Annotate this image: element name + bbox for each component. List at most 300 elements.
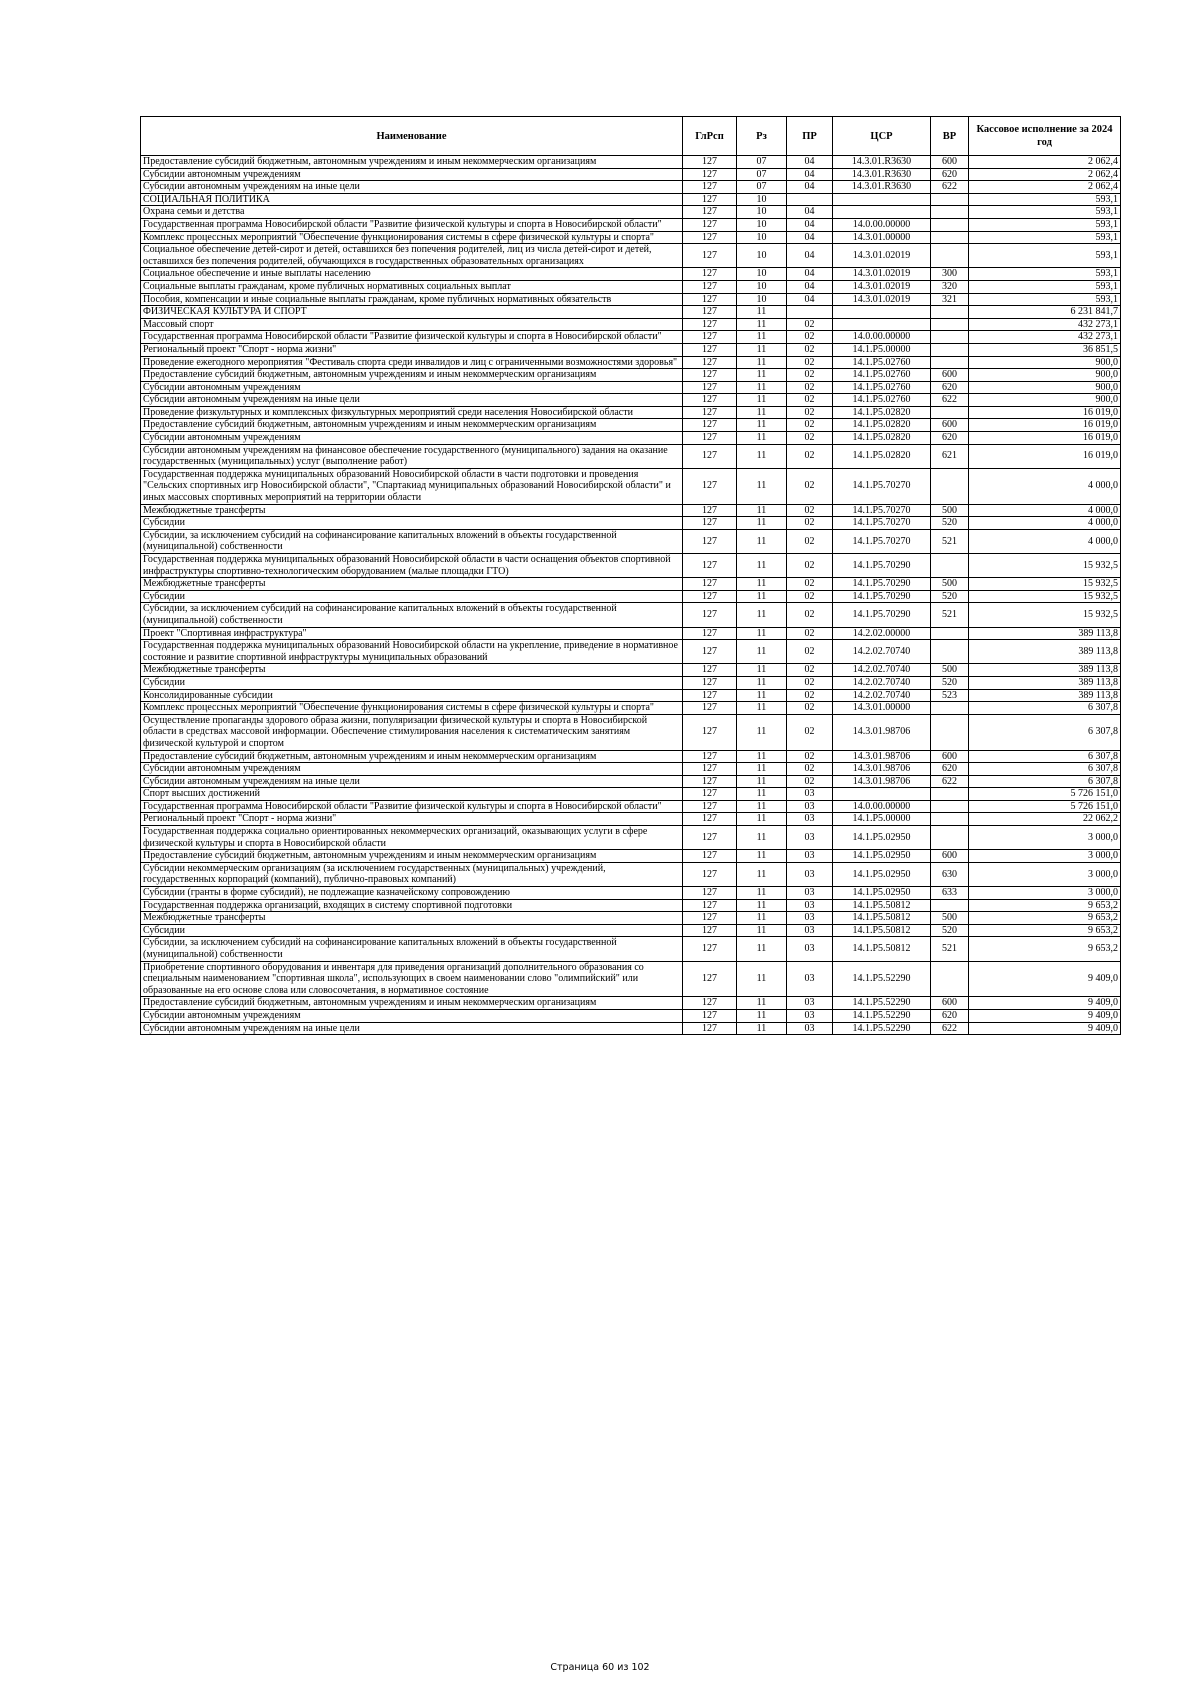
cell-name: Межбюджетные трансферты xyxy=(141,504,683,517)
cell-rz: 11 xyxy=(737,664,787,677)
cell-vr xyxy=(931,826,969,850)
cell-csr: 14.3.01.00000 xyxy=(833,702,931,715)
cell-amount: 900,0 xyxy=(969,394,1121,407)
col-header-name: Наименование xyxy=(141,117,683,156)
cell-name: Субсидии xyxy=(141,590,683,603)
cell-amount: 900,0 xyxy=(969,369,1121,382)
cell-glrsp: 127 xyxy=(683,826,737,850)
cell-glrsp: 127 xyxy=(683,394,737,407)
cell-csr: 14.1.P5.70270 xyxy=(833,504,931,517)
cell-vr xyxy=(931,318,969,331)
cell-vr: 630 xyxy=(931,862,969,886)
table-row xyxy=(141,331,1121,344)
cell-amount: 9 653,2 xyxy=(969,912,1121,925)
cell-name: Комплекс процессных мероприятий "Обеспечение функционирования системы в сфере физической культуры и спорта" xyxy=(141,231,683,244)
cell-pr: 02 xyxy=(787,529,833,553)
cell-amount: 2 062,4 xyxy=(969,168,1121,181)
table-row xyxy=(141,850,1121,863)
cell-pr: 02 xyxy=(787,318,833,331)
cell-amount: 4 000,0 xyxy=(969,517,1121,530)
col-header-csr: ЦСР xyxy=(833,117,931,156)
cell-rz: 11 xyxy=(737,826,787,850)
cell-rz: 11 xyxy=(737,862,787,886)
cell-amount: 4 000,0 xyxy=(969,529,1121,553)
cell-amount: 9 409,0 xyxy=(969,1022,1121,1035)
cell-pr: 04 xyxy=(787,268,833,281)
cell-glrsp: 127 xyxy=(683,578,737,591)
cell-pr: 02 xyxy=(787,468,833,504)
cell-rz: 11 xyxy=(737,343,787,356)
cell-amount: 36 851,5 xyxy=(969,343,1121,356)
cell-glrsp: 127 xyxy=(683,603,737,627)
cell-name: Субсидии, за исключением субсидий на софинансирование капитальных вложений в объекты государственной (муниципальной) собственности xyxy=(141,937,683,961)
cell-vr xyxy=(931,306,969,319)
table-row xyxy=(141,763,1121,776)
cell-name: Проект "Спортивная инфраструктура" xyxy=(141,627,683,640)
cell-glrsp: 127 xyxy=(683,924,737,937)
table-row xyxy=(141,193,1121,206)
cell-csr: 14.1.P5.70290 xyxy=(833,590,931,603)
cell-rz: 11 xyxy=(737,924,787,937)
cell-vr: 523 xyxy=(931,689,969,702)
table-row xyxy=(141,887,1121,900)
cell-name: Предоставление субсидий бюджетным, автономным учреждениям и иным некоммерческим организациям xyxy=(141,419,683,432)
cell-glrsp: 127 xyxy=(683,468,737,504)
cell-csr: 14.3.01.98706 xyxy=(833,714,931,750)
cell-vr xyxy=(931,702,969,715)
cell-amount: 4 000,0 xyxy=(969,468,1121,504)
table-row xyxy=(141,813,1121,826)
cell-pr: 04 xyxy=(787,181,833,194)
cell-name: Проведение ежегодного мероприятия "Фестиваль спорта среди инвалидов и лиц с ограниченными возможностями здоровья" xyxy=(141,356,683,369)
cell-amount: 6 307,8 xyxy=(969,763,1121,776)
cell-vr xyxy=(931,788,969,801)
cell-rz: 11 xyxy=(737,640,787,664)
cell-rz: 11 xyxy=(737,899,787,912)
cell-name: Субсидии автономным учреждениям xyxy=(141,432,683,445)
cell-amount: 900,0 xyxy=(969,381,1121,394)
cell-name: Субсидии автономным учреждениям xyxy=(141,763,683,776)
cell-name: Спорт высших достижений xyxy=(141,788,683,801)
cell-glrsp: 127 xyxy=(683,406,737,419)
cell-pr: 02 xyxy=(787,763,833,776)
cell-name: Предоставление субсидий бюджетным, автономным учреждениям и иным некоммерческим организациям xyxy=(141,997,683,1010)
cell-pr: 03 xyxy=(787,850,833,863)
cell-csr: 14.1.P5.50812 xyxy=(833,937,931,961)
header-row xyxy=(141,117,1121,156)
cell-glrsp: 127 xyxy=(683,231,737,244)
cell-vr: 500 xyxy=(931,912,969,925)
cell-csr: 14.3.01.98706 xyxy=(833,775,931,788)
cell-glrsp: 127 xyxy=(683,504,737,517)
cell-rz: 07 xyxy=(737,168,787,181)
cell-vr: 521 xyxy=(931,937,969,961)
cell-pr: 04 xyxy=(787,168,833,181)
cell-rz: 11 xyxy=(737,369,787,382)
table-row xyxy=(141,156,1121,169)
cell-name: Субсидии некоммерческим организациям (за исключением государственных (муниципальных) учреждений, государственных корпораций (компаний), публично-правовых компаний) xyxy=(141,862,683,886)
cell-name: Государственная поддержка муниципальных образований Новосибирской области в части подготовки и проведения "Сельских спортивных игр Новосибирской области", "Спартакиад муниципальных образований Новосибирской области" и иных массовых спортивных мероприятий на территории области xyxy=(141,468,683,504)
cell-pr: 02 xyxy=(787,702,833,715)
cell-vr: 500 xyxy=(931,664,969,677)
cell-amount: 9 409,0 xyxy=(969,961,1121,997)
cell-csr: 14.2.02.70740 xyxy=(833,689,931,702)
cell-pr: 02 xyxy=(787,603,833,627)
cell-rz: 11 xyxy=(737,997,787,1010)
cell-vr: 520 xyxy=(931,517,969,530)
cell-vr: 622 xyxy=(931,775,969,788)
cell-csr: 14.1.P5.02950 xyxy=(833,887,931,900)
cell-amount: 9 409,0 xyxy=(969,997,1121,1010)
cell-name: Субсидии, за исключением субсидий на софинансирование капитальных вложений в объекты государственной (муниципальной) собственности xyxy=(141,529,683,553)
cell-name: Государственная поддержка муниципальных образований Новосибирской области в части оснащения объектов спортивной инфраструктуры спортивно-технологическим оборудованием (малые площадки ГТО) xyxy=(141,554,683,578)
table-row xyxy=(141,231,1121,244)
cell-name: Предоставление субсидий бюджетным, автономным учреждениям и иным некоммерческим организациям xyxy=(141,156,683,169)
table-row xyxy=(141,676,1121,689)
cell-rz: 11 xyxy=(737,406,787,419)
cell-vr xyxy=(931,343,969,356)
cell-glrsp: 127 xyxy=(683,750,737,763)
cell-pr: 02 xyxy=(787,750,833,763)
cell-vr: 633 xyxy=(931,887,969,900)
cell-pr: 04 xyxy=(787,206,833,219)
cell-glrsp: 127 xyxy=(683,554,737,578)
cell-rz: 10 xyxy=(737,293,787,306)
cell-pr: 02 xyxy=(787,419,833,432)
cell-pr: 02 xyxy=(787,775,833,788)
cell-csr: 14.1.P5.02760 xyxy=(833,356,931,369)
table-row xyxy=(141,800,1121,813)
cell-csr: 14.3.01.R3630 xyxy=(833,181,931,194)
cell-vr xyxy=(931,961,969,997)
cell-pr: 02 xyxy=(787,578,833,591)
cell-pr: 03 xyxy=(787,997,833,1010)
cell-rz: 11 xyxy=(737,702,787,715)
cell-amount: 5 726 151,0 xyxy=(969,788,1121,801)
cell-amount: 593,1 xyxy=(969,244,1121,268)
cell-amount: 6 307,8 xyxy=(969,702,1121,715)
cell-csr: 14.1.P5.02950 xyxy=(833,850,931,863)
table-row xyxy=(141,293,1121,306)
cell-glrsp: 127 xyxy=(683,381,737,394)
cell-amount: 15 932,5 xyxy=(969,603,1121,627)
cell-vr: 600 xyxy=(931,750,969,763)
table-row xyxy=(141,664,1121,677)
table-row xyxy=(141,343,1121,356)
cell-vr: 521 xyxy=(931,603,969,627)
table-row xyxy=(141,318,1121,331)
cell-amount: 9 653,2 xyxy=(969,899,1121,912)
cell-amount: 389 113,8 xyxy=(969,627,1121,640)
cell-csr: 14.2.02.70740 xyxy=(833,676,931,689)
cell-amount: 9 653,2 xyxy=(969,924,1121,937)
cell-glrsp: 127 xyxy=(683,306,737,319)
cell-csr: 14.0.00.00000 xyxy=(833,331,931,344)
cell-csr: 14.1.P5.52290 xyxy=(833,1022,931,1035)
cell-name: Проведение физкультурных и комплексных физкультурных мероприятий среди населения Новосибирской области xyxy=(141,406,683,419)
cell-name: Государственная поддержка муниципальных образований Новосибирской области на укрепление, приведение в нормативное состояние и развитие спортивной инфраструктуры муниципальных образований xyxy=(141,640,683,664)
cell-rz: 11 xyxy=(737,578,787,591)
cell-glrsp: 127 xyxy=(683,702,737,715)
table-row xyxy=(141,406,1121,419)
cell-pr: 03 xyxy=(787,862,833,886)
cell-amount: 16 019,0 xyxy=(969,444,1121,468)
cell-vr: 521 xyxy=(931,529,969,553)
cell-rz: 11 xyxy=(737,444,787,468)
cell-pr: 02 xyxy=(787,444,833,468)
table-row xyxy=(141,468,1121,504)
table-row xyxy=(141,554,1121,578)
cell-amount: 593,1 xyxy=(969,193,1121,206)
cell-glrsp: 127 xyxy=(683,775,737,788)
cell-pr: 02 xyxy=(787,331,833,344)
cell-vr: 620 xyxy=(931,168,969,181)
page-number: Страница 60 из 102 xyxy=(550,1662,650,1673)
cell-vr xyxy=(931,406,969,419)
cell-name: Субсидии автономным учреждениям xyxy=(141,381,683,394)
cell-name: Субсидии, за исключением субсидий на софинансирование капитальных вложений в объекты государственной (муниципальной) собственности xyxy=(141,603,683,627)
cell-glrsp: 127 xyxy=(683,529,737,553)
cell-vr xyxy=(931,331,969,344)
cell-rz: 07 xyxy=(737,156,787,169)
cell-glrsp: 127 xyxy=(683,356,737,369)
cell-name: Комплекс процессных мероприятий "Обеспечение функционирования системы в сфере физической культуры и спорта" xyxy=(141,702,683,715)
cell-csr: 14.1.P5.02820 xyxy=(833,419,931,432)
cell-glrsp: 127 xyxy=(683,244,737,268)
cell-rz: 11 xyxy=(737,813,787,826)
cell-vr: 600 xyxy=(931,997,969,1010)
cell-pr: 04 xyxy=(787,156,833,169)
cell-rz: 11 xyxy=(737,381,787,394)
cell-name: Субсидии автономным учреждениям xyxy=(141,1009,683,1022)
cell-amount: 389 113,8 xyxy=(969,676,1121,689)
table-row xyxy=(141,714,1121,750)
table-row xyxy=(141,775,1121,788)
budget-table xyxy=(140,116,1121,1035)
cell-pr: 04 xyxy=(787,231,833,244)
table-row xyxy=(141,912,1121,925)
col-header-rz: Рз xyxy=(737,117,787,156)
cell-rz: 07 xyxy=(737,181,787,194)
cell-amount: 6 307,8 xyxy=(969,775,1121,788)
cell-csr: 14.1.P5.00000 xyxy=(833,813,931,826)
cell-rz: 11 xyxy=(737,603,787,627)
cell-name: Межбюджетные трансферты xyxy=(141,912,683,925)
cell-name: Предоставление субсидий бюджетным, автономным учреждениям и иным некоммерческим организациям xyxy=(141,750,683,763)
cell-glrsp: 127 xyxy=(683,714,737,750)
cell-name: Региональный проект "Спорт - норма жизни" xyxy=(141,343,683,356)
cell-vr: 500 xyxy=(931,504,969,517)
cell-glrsp: 127 xyxy=(683,218,737,231)
cell-rz: 11 xyxy=(737,775,787,788)
cell-glrsp: 127 xyxy=(683,763,737,776)
cell-glrsp: 127 xyxy=(683,444,737,468)
cell-vr: 320 xyxy=(931,280,969,293)
cell-csr: 14.3.01.02019 xyxy=(833,293,931,306)
cell-rz: 11 xyxy=(737,887,787,900)
cell-rz: 11 xyxy=(737,356,787,369)
cell-csr: 14.2.02.70740 xyxy=(833,640,931,664)
cell-amount: 9 409,0 xyxy=(969,1009,1121,1022)
cell-csr: 14.1.P5.02760 xyxy=(833,394,931,407)
cell-csr: 14.1.P5.02760 xyxy=(833,381,931,394)
table-row xyxy=(141,268,1121,281)
cell-amount: 22 062,2 xyxy=(969,813,1121,826)
cell-glrsp: 127 xyxy=(683,813,737,826)
cell-name: СОЦИАЛЬНАЯ ПОЛИТИКА xyxy=(141,193,683,206)
cell-glrsp: 127 xyxy=(683,168,737,181)
cell-csr: 14.2.02.70740 xyxy=(833,664,931,677)
cell-glrsp: 127 xyxy=(683,181,737,194)
cell-name: Межбюджетные трансферты xyxy=(141,578,683,591)
table-row xyxy=(141,517,1121,530)
cell-name: Субсидии xyxy=(141,517,683,530)
cell-pr: 03 xyxy=(787,813,833,826)
cell-csr: 14.1.P5.02820 xyxy=(833,432,931,445)
cell-pr: 03 xyxy=(787,788,833,801)
cell-amount: 3 000,0 xyxy=(969,826,1121,850)
cell-amount: 593,1 xyxy=(969,218,1121,231)
cell-glrsp: 127 xyxy=(683,800,737,813)
cell-pr: 02 xyxy=(787,689,833,702)
cell-name: Осуществление пропаганды здорового образа жизни, популяризации физической культуры и спорта в Новосибирской области в средствах массовой информации. Обеспечение стимулирования населения к систематическим занятиям физической культурой и спортом xyxy=(141,714,683,750)
cell-glrsp: 127 xyxy=(683,676,737,689)
cell-rz: 11 xyxy=(737,306,787,319)
cell-rz: 11 xyxy=(737,318,787,331)
table-row xyxy=(141,826,1121,850)
col-header-pr: ПР xyxy=(787,117,833,156)
cell-vr xyxy=(931,231,969,244)
table-row xyxy=(141,702,1121,715)
cell-rz: 11 xyxy=(737,590,787,603)
cell-glrsp: 127 xyxy=(683,627,737,640)
table-row xyxy=(141,899,1121,912)
cell-glrsp: 127 xyxy=(683,997,737,1010)
cell-name: ФИЗИЧЕСКАЯ КУЛЬТУРА И СПОРТ xyxy=(141,306,683,319)
cell-rz: 11 xyxy=(737,529,787,553)
cell-amount: 593,1 xyxy=(969,293,1121,306)
col-header-amount: Кассовое исполнение за 2024 год xyxy=(969,117,1121,156)
cell-name: Субсидии автономным учреждениям на иные цели xyxy=(141,1022,683,1035)
cell-rz: 11 xyxy=(737,850,787,863)
cell-glrsp: 127 xyxy=(683,664,737,677)
cell-name: Региональный проект "Спорт - норма жизни" xyxy=(141,813,683,826)
cell-csr: 14.1.P5.50812 xyxy=(833,899,931,912)
cell-pr xyxy=(787,306,833,319)
cell-rz: 11 xyxy=(737,912,787,925)
cell-name: Субсидии автономным учреждениям на иные цели xyxy=(141,775,683,788)
table-row xyxy=(141,937,1121,961)
cell-pr: 03 xyxy=(787,912,833,925)
cell-rz: 10 xyxy=(737,206,787,219)
cell-amount: 15 932,5 xyxy=(969,578,1121,591)
cell-glrsp: 127 xyxy=(683,331,737,344)
cell-vr: 600 xyxy=(931,369,969,382)
cell-vr xyxy=(931,218,969,231)
cell-rz: 11 xyxy=(737,961,787,997)
cell-glrsp: 127 xyxy=(683,850,737,863)
cell-glrsp: 127 xyxy=(683,268,737,281)
cell-amount: 2 062,4 xyxy=(969,181,1121,194)
cell-amount: 3 000,0 xyxy=(969,850,1121,863)
cell-vr: 500 xyxy=(931,578,969,591)
table-row xyxy=(141,590,1121,603)
cell-pr: 02 xyxy=(787,590,833,603)
cell-name: Государственная поддержка организаций, входящих в систему спортивной подготовки xyxy=(141,899,683,912)
cell-vr: 321 xyxy=(931,293,969,306)
cell-amount: 432 273,1 xyxy=(969,331,1121,344)
cell-csr: 14.1.P5.02950 xyxy=(833,826,931,850)
cell-pr: 02 xyxy=(787,714,833,750)
cell-glrsp: 127 xyxy=(683,432,737,445)
cell-csr: 14.1.P5.02760 xyxy=(833,369,931,382)
cell-glrsp: 127 xyxy=(683,293,737,306)
cell-glrsp: 127 xyxy=(683,419,737,432)
cell-pr: 02 xyxy=(787,343,833,356)
cell-csr: 14.0.00.00000 xyxy=(833,218,931,231)
cell-name: Субсидии автономным учреждениям на иные цели xyxy=(141,394,683,407)
cell-name: Пособия, компенсации и иные социальные выплаты гражданам, кроме публичных нормативных обязательств xyxy=(141,293,683,306)
cell-pr: 03 xyxy=(787,1009,833,1022)
cell-name: Государственная программа Новосибирской области "Развитие физической культуры и спорта в Новосибирской области" xyxy=(141,218,683,231)
cell-pr: 03 xyxy=(787,800,833,813)
cell-csr: 14.3.01.98706 xyxy=(833,763,931,776)
cell-amount: 389 113,8 xyxy=(969,689,1121,702)
cell-rz: 11 xyxy=(737,676,787,689)
cell-vr xyxy=(931,899,969,912)
cell-name: Консолидированные субсидии xyxy=(141,689,683,702)
cell-glrsp: 127 xyxy=(683,369,737,382)
cell-pr: 03 xyxy=(787,899,833,912)
cell-vr: 620 xyxy=(931,432,969,445)
cell-csr: 14.1.P5.70290 xyxy=(833,554,931,578)
table-row xyxy=(141,181,1121,194)
cell-pr: 04 xyxy=(787,244,833,268)
cell-rz: 11 xyxy=(737,750,787,763)
table-row xyxy=(141,280,1121,293)
cell-name: Государственная программа Новосибирской области "Развитие физической культуры и спорта в Новосибирской области" xyxy=(141,800,683,813)
cell-rz: 11 xyxy=(737,763,787,776)
table-row xyxy=(141,356,1121,369)
cell-vr xyxy=(931,640,969,664)
cell-rz: 10 xyxy=(737,268,787,281)
table-row xyxy=(141,244,1121,268)
cell-name: Государственная программа Новосибирской области "Развитие физической культуры и спорта в Новосибирской области" xyxy=(141,331,683,344)
table-body xyxy=(141,156,1121,1035)
cell-vr: 620 xyxy=(931,1009,969,1022)
cell-amount: 432 273,1 xyxy=(969,318,1121,331)
table-row xyxy=(141,394,1121,407)
cell-name: Субсидии автономным учреждениям на финансовое обеспечение государственного (муниципального) задания на оказание государственных (муниципальных) услуг (выполнение работ) xyxy=(141,444,683,468)
cell-csr xyxy=(833,206,931,219)
cell-pr: 03 xyxy=(787,961,833,997)
cell-csr: 14.3.01.02019 xyxy=(833,244,931,268)
cell-name: Государственная поддержка социально ориентированных некоммерческих организаций, оказывающих услуги в сфере физической культуры и спорта в Новосибирской области xyxy=(141,826,683,850)
table-row xyxy=(141,997,1121,1010)
table-row xyxy=(141,432,1121,445)
cell-amount: 389 113,8 xyxy=(969,664,1121,677)
cell-vr: 620 xyxy=(931,763,969,776)
table-row xyxy=(141,578,1121,591)
table-row xyxy=(141,218,1121,231)
cell-rz: 11 xyxy=(737,419,787,432)
cell-amount: 6 307,8 xyxy=(969,714,1121,750)
cell-pr: 02 xyxy=(787,554,833,578)
cell-pr: 02 xyxy=(787,640,833,664)
cell-glrsp: 127 xyxy=(683,1022,737,1035)
cell-vr: 520 xyxy=(931,924,969,937)
cell-rz: 11 xyxy=(737,517,787,530)
